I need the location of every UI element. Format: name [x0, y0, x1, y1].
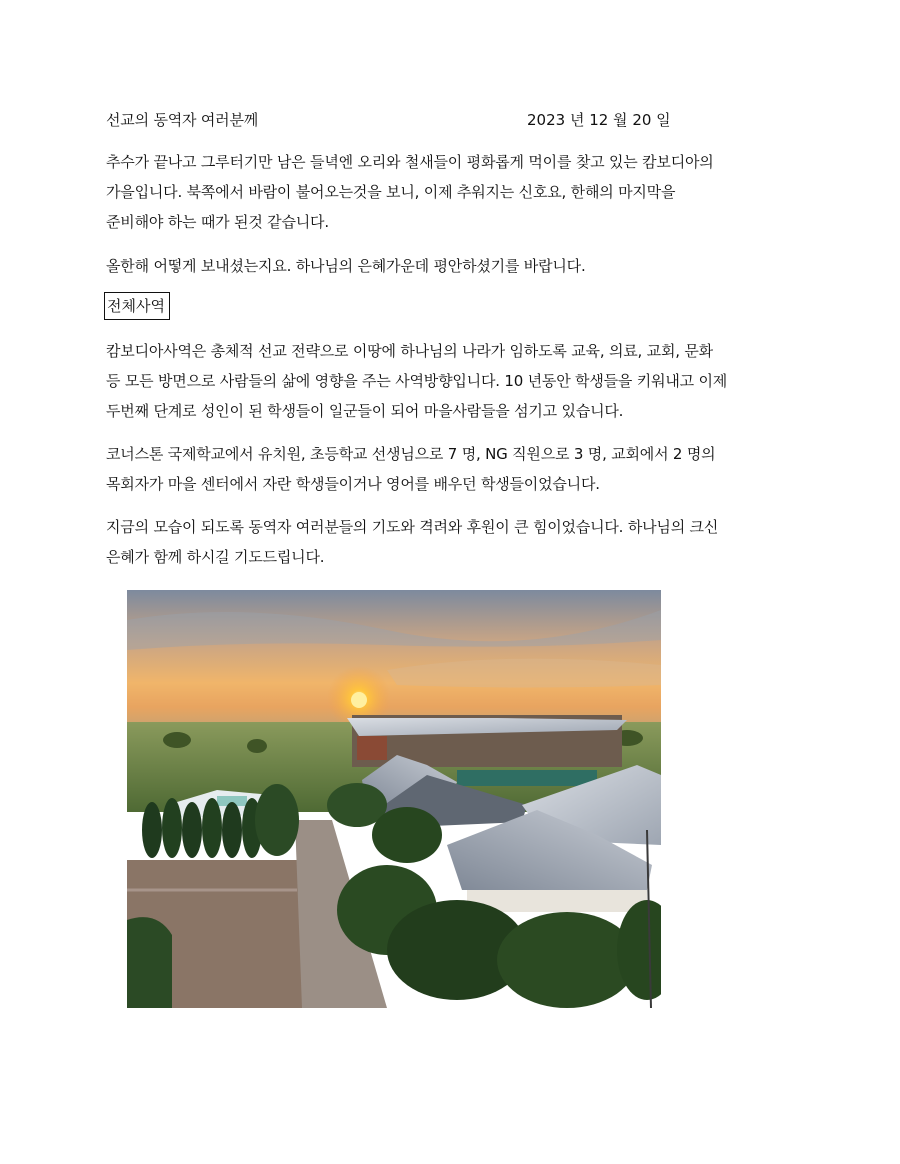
- hall-wall: [357, 736, 387, 760]
- tree: [247, 739, 267, 753]
- salutation: 선교의 동역자 여러분께: [106, 111, 259, 129]
- bush: [127, 917, 172, 1008]
- sunset-campus-photo: [127, 590, 661, 1008]
- ministry-line: 두번째 단계로 성인이 된 학생들이 일군들이 되어 마을사람들을 섬기고 있습니다.: [106, 402, 624, 420]
- section-title: 전체사역: [104, 292, 170, 320]
- closing-line: 지금의 모습이 되도록 동역자 여러분들의 기도와 격려와 후원이 큰 힘이었습니다. 하나님의 크신: [106, 518, 719, 536]
- photo-illustration: [127, 590, 661, 1008]
- intro-line: 추수가 끝나고 그루터기만 남은 들녁엔 오리와 철새들이 평화롭게 먹이를 찾고 있는 캄보디아의: [106, 153, 714, 171]
- greeting-line: 올한해 어떻게 보내셨는지요. 하나님의 은혜가운데 평안하셨기를 바랍니다.: [106, 257, 586, 275]
- sun: [351, 692, 367, 708]
- letter-date: 2023 년 12 월 20 일: [527, 111, 671, 129]
- intro-line: 준비해야 하는 때가 된것 같습니다.: [106, 213, 329, 231]
- ministry-line: 등 모든 방면으로 사람들의 삶에 영향을 주는 사역방향입니다. 10 년동안 학생들을 키워내고 이제: [106, 372, 728, 390]
- intro-line: 가을입니다. 북쪽에서 바람이 불어오는것을 보니, 이제 추워지는 신호요, 한해의 마지막을: [106, 183, 676, 201]
- green-roof: [457, 770, 597, 786]
- school-line: 목회자가 마을 센터에서 자란 학생들이거나 영어를 배우던 학생들이었습니다.: [106, 475, 600, 493]
- school-line: 코너스톤 국제학교에서 유치원, 초등학교 선생님으로 7 명, NG 직원으로 3 명, 교회에서 2 명의: [106, 445, 716, 463]
- closing-line: 은혜가 함께 하시길 기도드립니다.: [106, 548, 325, 566]
- tree: [163, 732, 191, 748]
- ministry-line: 캄보디아사역은 총체적 선교 전략으로 이땅에 하나님의 나라가 임하도록 교육, 의료, 교회, 문화: [106, 342, 713, 360]
